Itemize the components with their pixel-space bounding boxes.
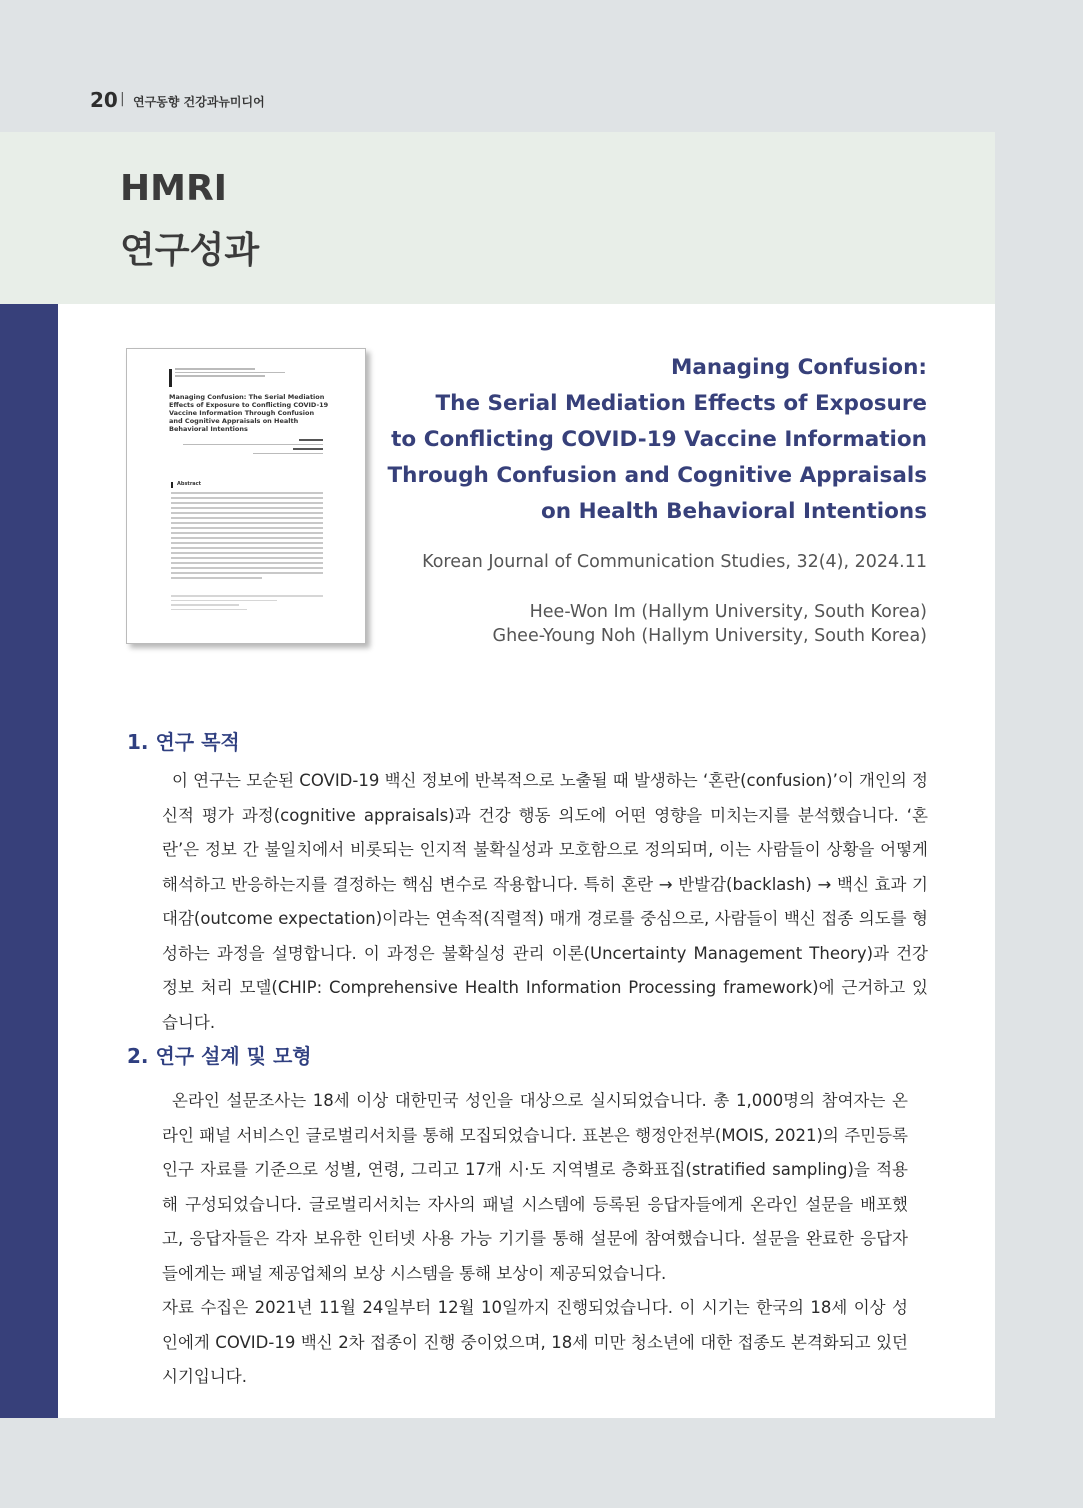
thumbnail-text-line (171, 547, 323, 549)
thumbnail-text-line (171, 532, 323, 534)
thumbnail-text-line (171, 502, 323, 504)
section-tag: 연구동향 건강과뉴미디어 (133, 95, 265, 109)
thumbnail-footnote-line (171, 600, 277, 602)
thumbnail-text-line (171, 497, 323, 499)
thumbnail-text-line (171, 527, 323, 529)
paper-title-line: to Conflicting COVID-19 Vaccine Information (391, 427, 927, 452)
page-number: 20 (90, 88, 118, 112)
thumbnail-text-line (171, 562, 323, 564)
thumbnail-abstract-lines (171, 492, 323, 582)
title-panel (0, 132, 995, 304)
thumbnail-text-line (171, 522, 323, 524)
paper-thumbnail (126, 348, 366, 644)
thumbnail-text-line (171, 512, 323, 514)
thumbnail-footnote-line (171, 595, 323, 597)
thumbnail-footnote-line (171, 604, 239, 606)
thumbnail-marker (169, 369, 172, 387)
section-heading-purpose: 1. 연구 목적 (127, 730, 240, 754)
paper-title-line: Managing Confusion: (670, 355, 927, 380)
thumbnail-abstract-marker (171, 482, 173, 488)
thumbnail-journal-block (175, 368, 335, 379)
paragraph: 자료 수집은 2021년 11월 24일부터 12월 10일까지 진행되었습니다. 이 시기는 한국의 18세 이상 성인에게 COVID-19 백신 2차 접종이 진행 중이었으며, 18세 미만 청소년에 대한 접종도 본격화되고 있던 시기입니다. (162, 1298, 908, 1386)
thumbnail-text-line (171, 542, 323, 544)
thumbnail-authors (153, 439, 323, 457)
author-entry: Hee-Won Im (Hallym University, South Korea) (529, 602, 927, 622)
thumbnail-text-line (171, 567, 323, 569)
paper-title (367, 350, 927, 530)
section-body-purpose (162, 764, 928, 1040)
thumbnail-abstract-label: Abstract (177, 481, 202, 487)
thumbnail-text-line (171, 557, 323, 559)
paper-title-line: on Health Behavioral Intentions (541, 499, 927, 524)
thumbnail-text-line (171, 572, 323, 574)
thumbnail-text-line (171, 552, 323, 554)
author-entry: Ghee-Young Noh (Hallym University, South Korea) (492, 626, 927, 646)
thumbnail-text-line (171, 507, 323, 509)
journal-citation: Korean Journal of Communication Studies, 32(4), 2024.11 (422, 552, 927, 572)
header-separator: | (120, 91, 125, 107)
thumbnail-title: Managing Confusion: The Serial Mediation Effects of Exposure to Conflicting COVID-19 Vaccine Information Through Confusion and Cognitive Appraisals on Health Behavioral Intentions (169, 393, 329, 433)
paragraph: 온라인 설문조사는 18세 이상 대한민국 성인을 대상으로 실시되었습니다. 총 1,000명의 참여자는 온라인 패널 서비스인 글로벌리서치를 통해 모집되었습니다. 표본은 행정안전부(MOIS, 2021)의 주민등록 인구 자료를 기준으로 성별, 연령, 그리고 17개 시·도 지역별로 층화표집(stratified sampling)을 적용해 구성되었습니다. 글로벌리서치는 자사의 패널 시스템에 등록된 응답자들에게 온라인 설문을 배포했고, 응답자들은 각자 보유한 인터넷 사용 가능 기기를 통해 설문에 참여했습니다. 설문을 완료한 응답자들에게는 패널 제공업체의 보상 시스템을 통해 보상이 제공되었습니다. (162, 1091, 908, 1283)
title-line-1: HMRI (120, 168, 228, 209)
thumbnail-text-line (171, 577, 262, 579)
thumbnail-footnote-line (171, 609, 247, 611)
section-body-design (162, 1084, 908, 1395)
title-line-2: 연구성과 (120, 230, 260, 271)
page-header (0, 0, 1083, 132)
paper-title-line: Through Confusion and Cognitive Appraisals (387, 463, 927, 488)
left-accent-bar (0, 304, 58, 1418)
author-list (493, 600, 927, 648)
thumbnail-text-line (171, 517, 323, 519)
paper-title-line: The Serial Mediation Effects of Exposure (435, 391, 927, 416)
thumbnail-text-line (171, 492, 323, 494)
paragraph: 이 연구는 모순된 COVID-19 백신 정보에 반복적으로 노출될 때 발생하는 ‘혼란(confusion)’이 개인의 정신적 평가 과정(cognitive appraisals)과 건강 행동 의도에 어떤 영향을 미치는지를 분석했습니다. ‘혼란’은 정보 간 불일치에서 비롯되는 인지적 불확실성과 모호함으로 정의되며, 이는 사람들이 상황을 어떻게 해석하고 반응하는지를 결정하는 핵심 변수로 작용합니다. 특히 혼란 → 반발감(backlash) → 백신 효과 기대감(outcome expectation)이라는 연속적(직렬적) 매개 경로를 중심으로, 사람들이 백신 접종 의도를 형성하는 과정을 설명합니다. 이 과정은 불확실성 관리 이론(Uncertainty Management Theory)과 건강 정보 처리 모델(CHIP: Comprehensive Health Information Processing framework)에 근거하고 있습니다. (162, 771, 929, 1032)
thumbnail-footnote-lines (171, 595, 323, 613)
section-heading-design: 2. 연구 설계 및 모형 (127, 1044, 312, 1068)
thumbnail-text-line (171, 537, 323, 539)
